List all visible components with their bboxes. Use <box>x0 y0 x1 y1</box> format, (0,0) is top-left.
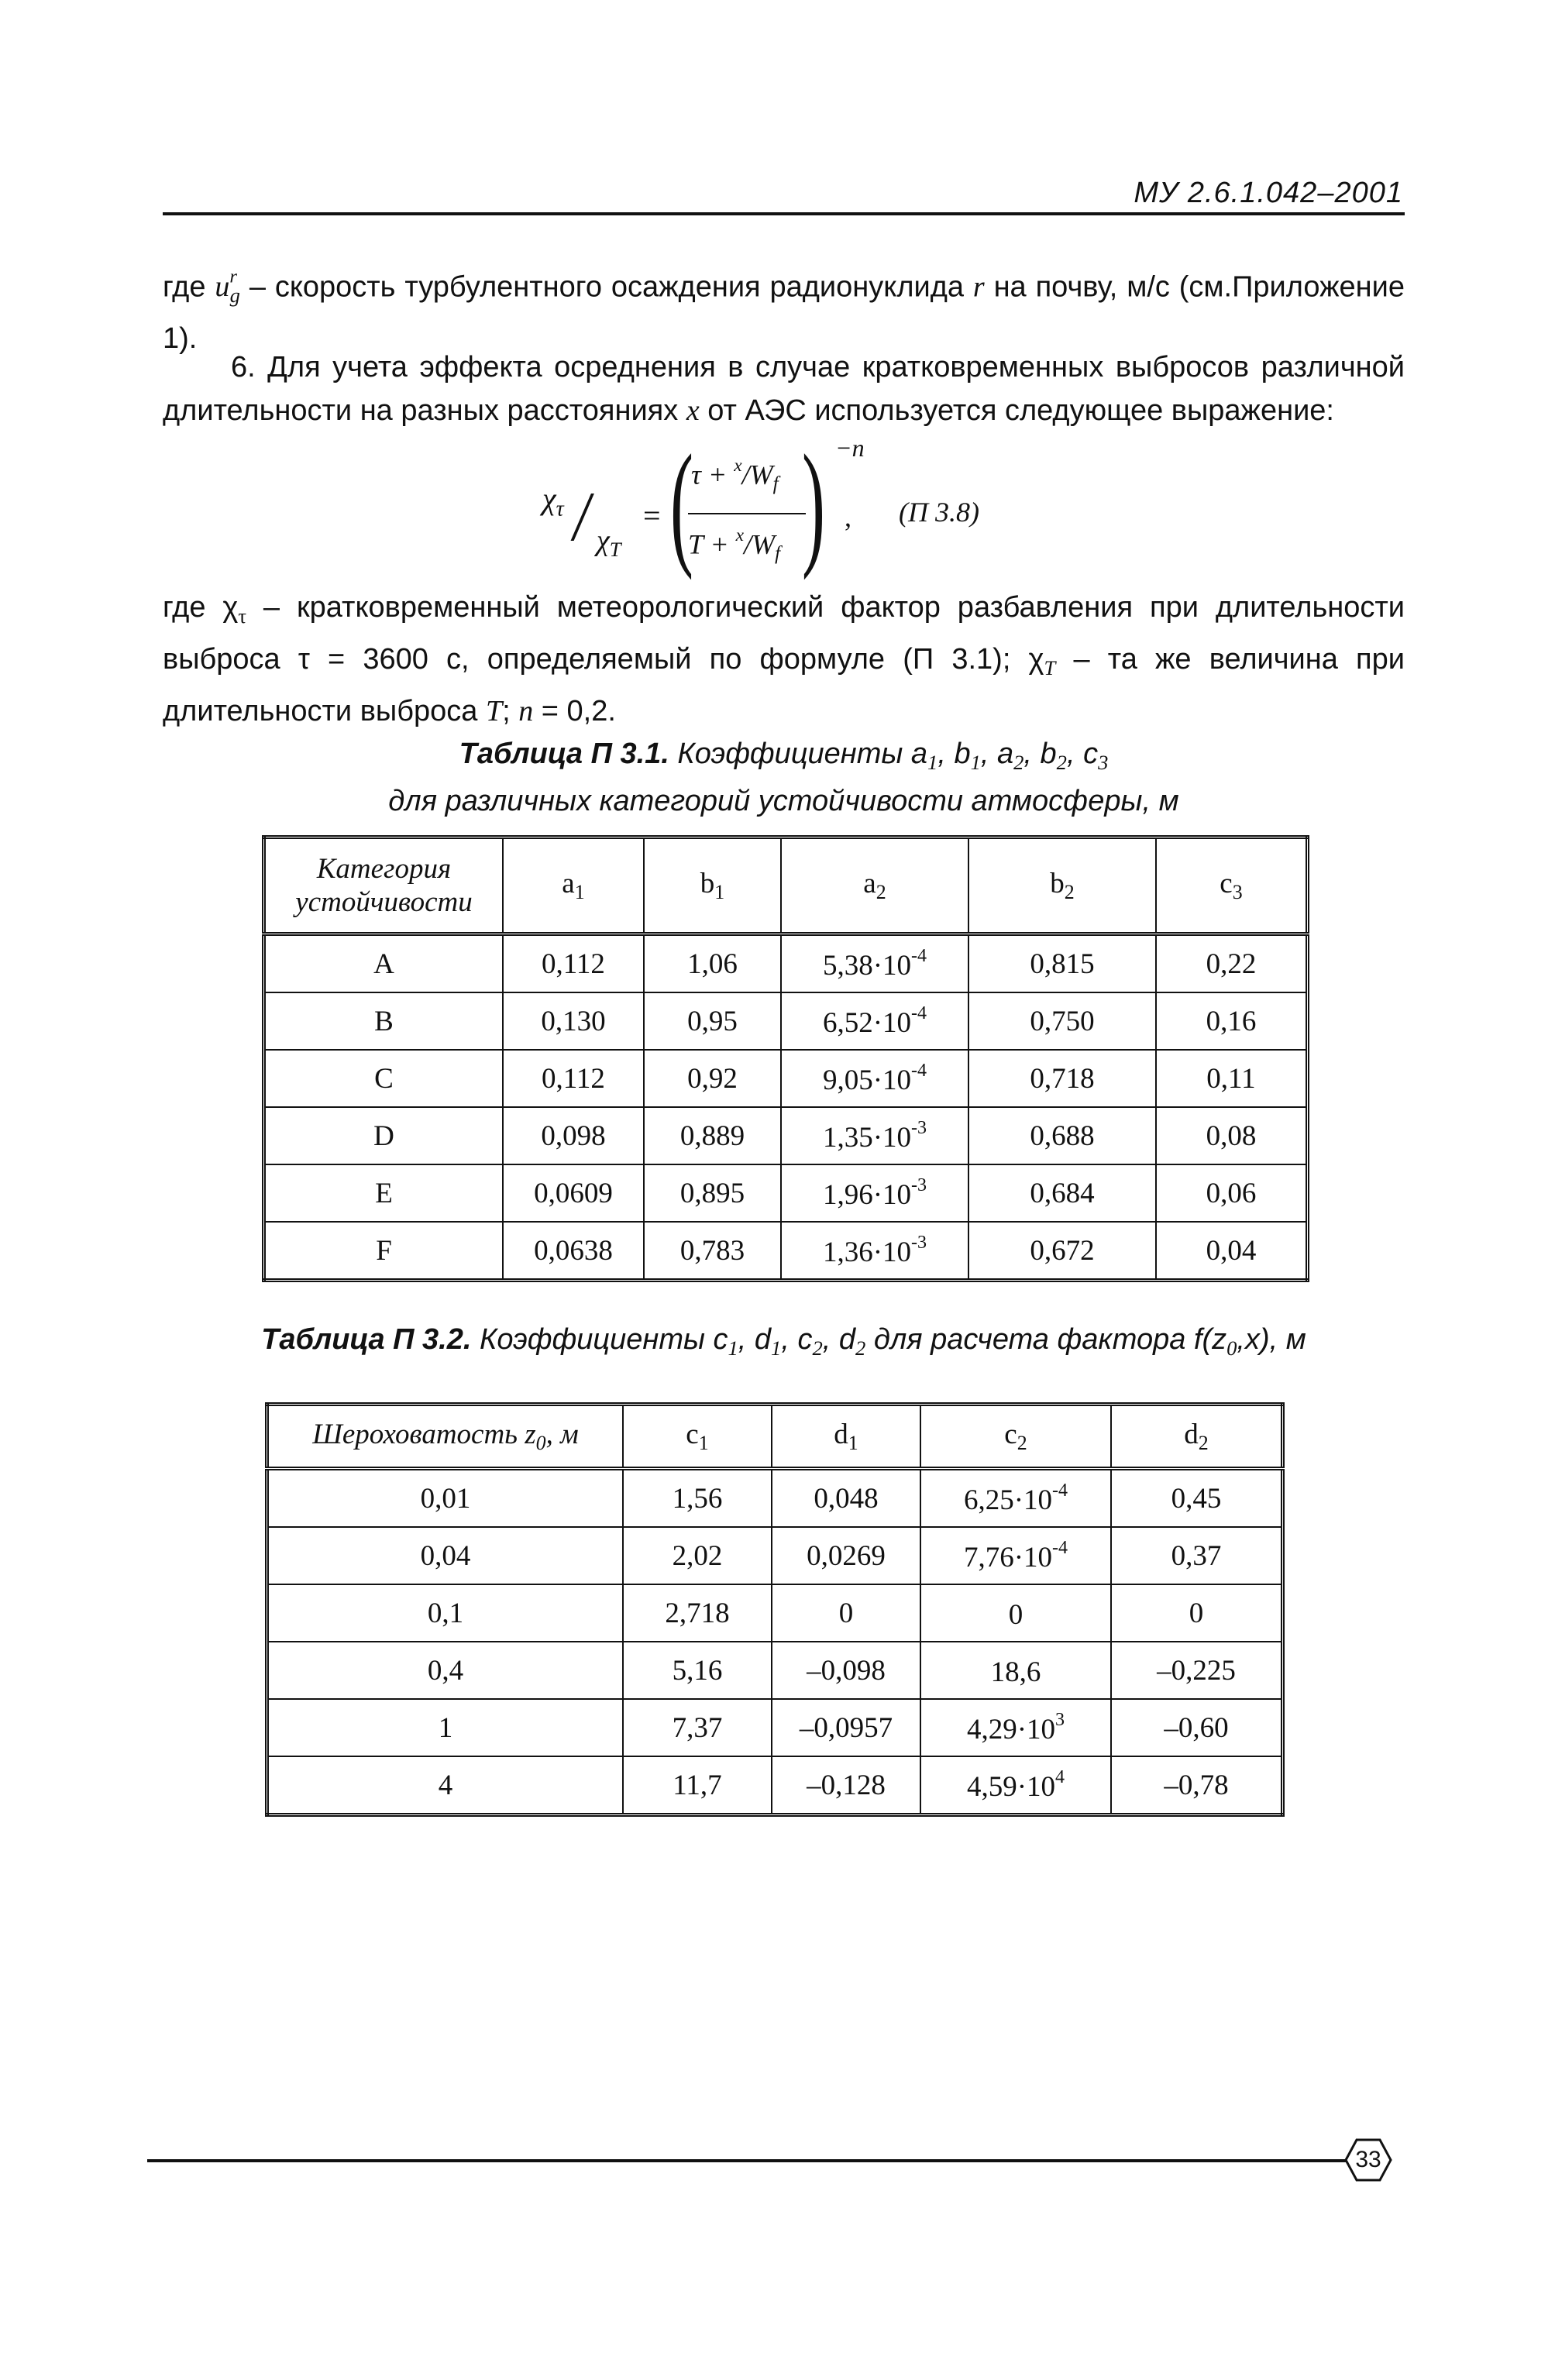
symbol-x: x <box>686 394 700 427</box>
paragraph-deposition-velocity <box>163 256 1405 360</box>
table-cell: 1,56 <box>623 1469 772 1528</box>
formula-equals: = <box>643 498 661 533</box>
table-cell: 0,95 <box>644 992 781 1050</box>
p1-lead: где <box>163 270 215 304</box>
table-cell: 0,889 <box>644 1107 781 1164</box>
table1-caption: Таблица П 3.1. Коэффициенты $a_1$, $b_1$, $a_2$, $b_2$, $c_3$ для различных категорий устойчивости атмосферы, м <box>163 734 1405 820</box>
table-cell: –0,78 <box>1111 1756 1283 1815</box>
footer-rule <box>147 2159 1348 2162</box>
formula-numerator: $\tau + ^x/W_f$ <box>691 456 779 494</box>
table-row <box>267 1584 1283 1642</box>
p1-tail: на почву, м/с (см.Приложение 1). <box>163 270 1405 356</box>
table-cell: 0,895 <box>644 1164 781 1222</box>
table-cell: 0,112 <box>503 934 644 993</box>
table2-header-c2: $c_2$ <box>920 1405 1111 1469</box>
table2-header-roughness: Шероховатость $z_0$, м <box>267 1405 624 1469</box>
table-cell: F <box>264 1222 504 1281</box>
table-cell: $1,35\cdot 10^{-3}$ <box>781 1107 968 1164</box>
table-cell: 0,45 <box>1111 1469 1283 1528</box>
table-cell: D <box>264 1107 504 1164</box>
table1-header-b1: $b_1$ <box>644 837 781 934</box>
table-cell: 0,92 <box>644 1050 781 1107</box>
table2-caption: Таблица П 3.2. Коэффициенты $c_1$, $d_1$, $c_2$, $d_2$ для расчета фактора $f(z_0,x)$, м <box>261 1323 1306 1360</box>
table-row <box>267 1527 1283 1584</box>
table2-header-d2: $d_2$ <box>1111 1405 1283 1469</box>
table-cell: 1 <box>267 1699 624 1756</box>
table1-caption-label: Таблица П 3.1. <box>459 738 669 770</box>
table-cell: 0,11 <box>1156 1050 1308 1107</box>
p3-sub-tau: τ <box>238 604 247 628</box>
table2-caption-tail: для расчета фактора f(z <box>865 1323 1227 1356</box>
table-cell: $9,05\cdot 10^{-4}$ <box>781 1050 968 1107</box>
p1-text: – скорость турбулентного осаждения радионуклида <box>239 270 973 304</box>
table-cell: 0,684 <box>968 1164 1156 1222</box>
table-cell: 0,783 <box>644 1222 781 1281</box>
table-cell: 0 <box>920 1584 1111 1642</box>
table-cell: 18,6 <box>920 1642 1111 1699</box>
table-cell: 0,0638 <box>503 1222 644 1281</box>
table-cell: 0,06 <box>1156 1164 1308 1222</box>
table2-header-d1: $d_1$ <box>772 1405 920 1469</box>
table-cell: $5,38\cdot 10^{-4}$ <box>781 934 968 993</box>
table1-caption-text: Коэффициенты a <box>669 738 928 770</box>
formula-p3-8: $\chi_\tau$ / $\chi_T$ = ( $\tau + ^x/W_f$ $T + ^x/W_f$ ) −n , (П 3.8) <box>542 426 979 580</box>
table-cell: B <box>264 992 504 1050</box>
formula-denominator: $T + ^x/W_f$ <box>688 525 781 564</box>
table-cell: 0,22 <box>1156 934 1308 993</box>
table-cell: 2,718 <box>623 1584 772 1642</box>
table1-header-a2: $a_2$ <box>781 837 968 934</box>
left-paren: ( <box>669 426 693 580</box>
right-paren: ) <box>801 426 825 580</box>
table-cell: 0,672 <box>968 1222 1156 1281</box>
table2-caption-text: Коэффициенты c <box>471 1323 728 1356</box>
table-row <box>264 1222 1308 1281</box>
table-cell: 2,02 <box>623 1527 772 1584</box>
table-row <box>267 1699 1283 1756</box>
header-rule <box>163 212 1405 215</box>
table-cell: –0,128 <box>772 1756 920 1815</box>
table-row <box>264 1050 1308 1107</box>
p3-tail: = 0,2. <box>533 694 616 727</box>
table-cell: 4 <box>267 1756 624 1815</box>
symbol-u: $u^r_g$ <box>215 267 240 308</box>
table1-header-row <box>264 837 1308 934</box>
table-cell: 0,37 <box>1111 1527 1283 1584</box>
table-cell: –0,098 <box>772 1642 920 1699</box>
table-cell: $1,36\cdot 10^{-3}$ <box>781 1222 968 1281</box>
table-cell: E <box>264 1164 504 1222</box>
table-cell: $4,59\cdot 10^4$ <box>920 1756 1111 1815</box>
p2-tail: от АЭС используется следующее выражение: <box>699 394 1334 427</box>
table2-header-c1: $c_1$ <box>623 1405 772 1469</box>
formula-exponent: −n <box>835 434 865 462</box>
formula-number: (П 3.8) <box>899 497 979 528</box>
table2-caption-label: Таблица П 3.2. <box>261 1323 472 1356</box>
table-row <box>264 1164 1308 1222</box>
table-cell: 0,16 <box>1156 992 1308 1050</box>
table1-header-b2: $b_2$ <box>968 837 1156 934</box>
table-cell: –0,0957 <box>772 1699 920 1756</box>
table-row <box>267 1642 1283 1699</box>
table1-header-category: Категория устойчивости <box>264 837 504 934</box>
table-cell: 11,7 <box>623 1756 772 1815</box>
table-cell: C <box>264 1050 504 1107</box>
table-cell: 0,1 <box>267 1584 624 1642</box>
table1-caption-line2: для различных категорий устойчивости атмосферы, м <box>388 784 1179 817</box>
table-cell: 0,098 <box>503 1107 644 1164</box>
table-cell: –0,60 <box>1111 1699 1283 1756</box>
table-cell: 0 <box>1111 1584 1283 1642</box>
table-cell: 7,37 <box>623 1699 772 1756</box>
table-row <box>264 992 1308 1050</box>
table-cell: 0,04 <box>1156 1222 1308 1281</box>
table-row <box>264 934 1308 993</box>
table-cell: 0,01 <box>267 1469 624 1528</box>
paragraph-chi-definition <box>163 586 1405 733</box>
formula-comma: , <box>845 501 851 532</box>
table-cell: 0,112 <box>503 1050 644 1107</box>
p3-mid1: – кратковременный метеорологический фактор разбавления при длительности выброса τ = 3600 с, определяемый по формуле (П 3.1); χ <box>163 591 1405 676</box>
table-cell: 0,718 <box>968 1050 1156 1107</box>
table-cell: $7,76\cdot 10^{-4}$ <box>920 1527 1111 1584</box>
table-cell: 0,04 <box>267 1527 624 1584</box>
table-cell: 0,750 <box>968 992 1156 1050</box>
table2-caption-end: ,x), м <box>1237 1323 1306 1356</box>
table-cell: –0,225 <box>1111 1642 1283 1699</box>
p3-sub-T: T <box>1044 655 1056 679</box>
table-cell: 0,048 <box>772 1469 920 1528</box>
table-cell: 0,0269 <box>772 1527 920 1584</box>
paragraph-averaging-effect <box>163 346 1405 432</box>
table1-header-a1: $a_1$ <box>503 837 644 934</box>
document-code: МУ 2.6.1.042–2001 <box>1134 177 1403 209</box>
table-cell: 0,130 <box>503 992 644 1050</box>
table-cell: 0,08 <box>1156 1107 1308 1164</box>
fraction-line <box>688 513 806 514</box>
table-cell: $6,25\cdot 10^{-4}$ <box>920 1469 1111 1528</box>
p3-mid3: ; <box>502 694 519 727</box>
table-cell: 0,0609 <box>503 1164 644 1222</box>
p3-n: n <box>518 694 534 727</box>
table-row <box>267 1469 1283 1528</box>
p2-lead: 6. Для учета эффекта осреднения в случае кратковременных выбросов различной длительности на разных расстояниях <box>163 351 1405 427</box>
table2-header-row <box>267 1405 1283 1469</box>
table-cell: 0,4 <box>267 1642 624 1699</box>
table-cell: $4,29\cdot 10^3$ <box>920 1699 1111 1756</box>
table-row <box>267 1756 1283 1815</box>
table-coefficients-stability <box>262 835 1309 1282</box>
table-row <box>264 1107 1308 1164</box>
table-cell: 0 <box>772 1584 920 1642</box>
table-cell: 0,815 <box>968 934 1156 993</box>
p3-mid2: – та же величина при длительности выброса <box>163 642 1405 727</box>
table-cell: A <box>264 934 504 993</box>
page-number: 33 <box>1355 2147 1381 2172</box>
table-cell: $6,52\cdot 10^{-4}$ <box>781 992 968 1050</box>
table-cell: $1,96\cdot 10^{-3}$ <box>781 1164 968 1222</box>
table-cell: 1,06 <box>644 934 781 993</box>
table-cell: 0,688 <box>968 1107 1156 1164</box>
table-coefficients-roughness <box>265 1402 1285 1817</box>
p3-T: T <box>485 694 503 727</box>
table1-header-c3: $c_3$ <box>1156 837 1308 934</box>
p3-lead: где χ <box>163 591 239 624</box>
symbol-r: r <box>972 270 985 304</box>
table-cell: 5,16 <box>623 1642 772 1699</box>
